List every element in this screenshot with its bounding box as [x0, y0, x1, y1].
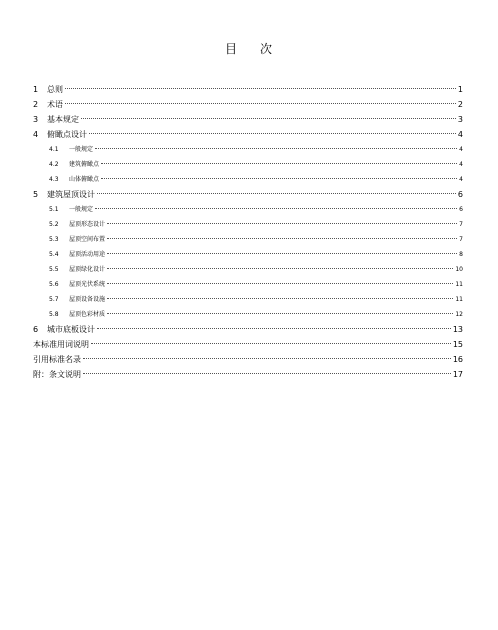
toc-dot-leader: [89, 133, 456, 134]
toc-entry-label: 建筑俯瞰点: [69, 161, 100, 168]
toc-entry[interactable]: [33, 217, 463, 232]
toc-entry-number: 4.1: [49, 146, 59, 153]
toc-dot-leader: [97, 193, 456, 194]
toc-dot-leader: [107, 313, 453, 314]
toc-dot-leader: [95, 148, 457, 149]
toc-entry-number: 5.7: [49, 296, 59, 303]
table-of-contents: [33, 82, 463, 382]
toc-entry[interactable]: [33, 187, 463, 202]
toc-entry-page-number: 6: [457, 190, 463, 199]
toc-entry-page-number: 8: [459, 251, 463, 258]
toc-dot-leader: [101, 178, 457, 179]
toc-dot-leader: [83, 373, 451, 374]
toc-entry-label: 术语: [47, 100, 63, 109]
toc-entry-page-number: 17: [452, 370, 463, 379]
toc-entry-page-number: 2: [457, 100, 463, 109]
toc-entry-page-number: 16: [452, 355, 463, 364]
toc-entry-number: 5.8: [49, 311, 59, 318]
toc-entry-page-number: 15: [452, 340, 463, 349]
toc-entry-label: 引用标准名录: [33, 355, 81, 364]
toc-entry[interactable]: [33, 172, 463, 187]
toc-entry-page-number: 7: [459, 221, 463, 228]
toc-entry-number: 4.2: [49, 161, 59, 168]
toc-entry[interactable]: [33, 142, 463, 157]
toc-title-char-2: 次: [260, 42, 274, 56]
toc-entry-page-number: 7: [459, 236, 463, 243]
toc-entry[interactable]: [33, 292, 463, 307]
toc-entry-number: 5: [33, 190, 39, 199]
toc-dot-leader: [107, 298, 453, 299]
toc-entry[interactable]: [33, 277, 463, 292]
toc-entry[interactable]: [33, 82, 463, 97]
toc-entry[interactable]: [33, 322, 463, 337]
toc-entry[interactable]: [33, 367, 463, 382]
toc-entry-label: 屋顶活动用途: [69, 251, 106, 258]
toc-entry-page-number: 3: [457, 115, 463, 124]
toc-title: [0, 40, 498, 57]
toc-entry-label: 屋顶空间布置: [69, 236, 106, 243]
toc-entry-page-number: 10: [455, 266, 463, 273]
toc-dot-leader: [107, 238, 457, 239]
toc-dot-leader: [97, 328, 451, 329]
toc-entry-label: 附：条文说明: [33, 370, 81, 379]
toc-entry-label: 屋顶形态设计: [69, 221, 106, 228]
toc-entry[interactable]: [33, 127, 463, 142]
toc-entry-number: 5.6: [49, 281, 59, 288]
toc-entry-label: 山体俯瞰点: [69, 176, 100, 183]
toc-entry[interactable]: [33, 352, 463, 367]
toc-entry-number: 5.3: [49, 236, 59, 243]
toc-entry-number: 5.2: [49, 221, 59, 228]
toc-entry-page-number: 4: [459, 146, 463, 153]
toc-dot-leader: [65, 103, 456, 104]
toc-entry-label: 建筑屋顶设计: [47, 190, 95, 199]
toc-entry-number: 5.5: [49, 266, 59, 273]
toc-entry-page-number: 4: [457, 130, 463, 139]
toc-entry-label: 屋顶绿化设计: [69, 266, 106, 273]
toc-dot-leader: [95, 208, 457, 209]
toc-dot-leader: [107, 253, 457, 254]
toc-entry-number: 6: [33, 325, 39, 334]
toc-entry-number: 4: [33, 130, 39, 139]
toc-entry-label: 城市底板设计: [47, 325, 95, 334]
toc-dot-leader: [107, 268, 453, 269]
toc-entry-label: 俯瞰点设计: [47, 130, 87, 139]
toc-dot-leader: [81, 118, 456, 119]
toc-entry[interactable]: [33, 307, 463, 322]
toc-entry-page-number: 4: [459, 161, 463, 168]
toc-entry-label: 总则: [47, 85, 63, 94]
toc-entry-page-number: 1: [457, 85, 463, 94]
toc-title-char-1: 目: [224, 42, 238, 56]
toc-entry-label: 屋顶光伏系统: [69, 281, 106, 288]
toc-entry-label: 屋顶色彩材质: [69, 311, 106, 318]
toc-entry-page-number: 6: [459, 206, 463, 213]
toc-entry-page-number: 11: [455, 281, 463, 288]
toc-entry-page-number: 11: [455, 296, 463, 303]
toc-entry[interactable]: [33, 202, 463, 217]
toc-entry-page-number: 13: [452, 325, 463, 334]
toc-entry-number: 5.1: [49, 206, 59, 213]
toc-entry-label: 一般规定: [69, 146, 94, 153]
toc-dot-leader: [107, 223, 457, 224]
toc-entry[interactable]: [33, 247, 463, 262]
toc-dot-leader: [65, 88, 456, 89]
toc-entry-number: 3: [33, 115, 39, 124]
toc-entry-label: 本标准用词说明: [33, 340, 89, 349]
toc-entry[interactable]: [33, 232, 463, 247]
toc-entry-label: 基本规定: [47, 115, 79, 124]
toc-entry-label: 一般规定: [69, 206, 94, 213]
toc-dot-leader: [83, 358, 451, 359]
toc-entry[interactable]: [33, 97, 463, 112]
toc-entry[interactable]: [33, 262, 463, 277]
toc-entry-number: 5.4: [49, 251, 59, 258]
toc-dot-leader: [91, 343, 451, 344]
toc-entry-page-number: 4: [459, 176, 463, 183]
toc-entry-page-number: 12: [455, 311, 463, 318]
toc-dot-leader: [101, 163, 457, 164]
toc-dot-leader: [107, 283, 453, 284]
toc-entry-number: 4.3: [49, 176, 59, 183]
toc-entry-number: 1: [33, 85, 39, 94]
toc-entry-label: 屋顶设备设施: [69, 296, 106, 303]
toc-entry-number: 2: [33, 100, 39, 109]
toc-entry[interactable]: [33, 157, 463, 172]
toc-entry[interactable]: [33, 112, 463, 127]
toc-entry[interactable]: [33, 337, 463, 352]
